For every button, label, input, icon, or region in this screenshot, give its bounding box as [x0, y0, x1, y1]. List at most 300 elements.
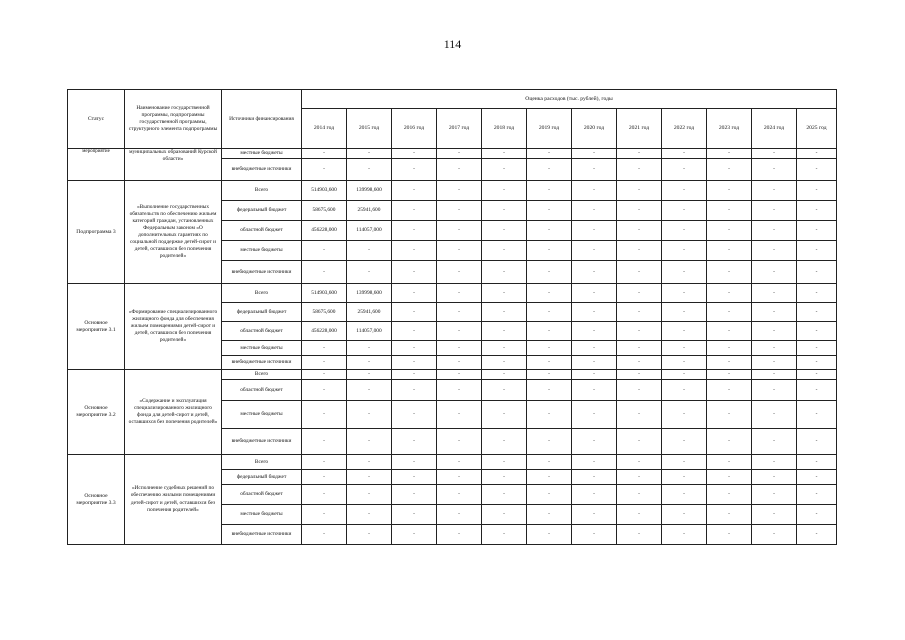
- value-cell: -: [437, 485, 482, 505]
- funding-source-cell: федеральный бюджет: [222, 303, 302, 322]
- value-cell: -: [752, 159, 797, 181]
- value-cell: -: [572, 159, 617, 181]
- value-cell: -: [392, 159, 437, 181]
- value-cell: -: [527, 201, 572, 221]
- value-cell: -: [302, 455, 347, 470]
- value-cell: -: [347, 485, 392, 505]
- value-cell: -: [752, 505, 797, 525]
- value-cell: -: [302, 149, 347, 159]
- value-cell: -: [482, 221, 527, 241]
- value-cell: -: [347, 159, 392, 181]
- value-cell: -: [662, 241, 707, 261]
- value-cell: -: [347, 401, 392, 429]
- funding-source-cell: внебюджетные источники: [222, 429, 302, 455]
- value-cell: -: [482, 303, 527, 322]
- value-cell: -: [617, 303, 662, 322]
- funding-source-cell: Всего: [222, 455, 302, 470]
- value-cell: -: [392, 380, 437, 401]
- value-cell: -: [392, 401, 437, 429]
- value-cell: -: [527, 261, 572, 284]
- value-cell: -: [617, 401, 662, 429]
- value-cell: -: [752, 261, 797, 284]
- header-year: 2024 год: [752, 109, 797, 149]
- value-cell: -: [347, 505, 392, 525]
- value-cell: -: [617, 505, 662, 525]
- value-cell: -: [572, 261, 617, 284]
- value-cell: -: [527, 322, 572, 341]
- value-cell: -: [302, 401, 347, 429]
- funding-source-cell: Всего: [222, 370, 302, 380]
- value-cell: -: [572, 303, 617, 322]
- value-cell: -: [707, 303, 752, 322]
- value-cell: 114057,000: [347, 221, 392, 241]
- table-body: [68, 149, 837, 545]
- value-cell: -: [707, 159, 752, 181]
- value-cell: 25941,600: [347, 303, 392, 322]
- value-cell: -: [302, 341, 347, 356]
- value-cell: 114057,000: [347, 322, 392, 341]
- value-cell: -: [482, 525, 527, 545]
- value-cell: -: [347, 149, 392, 159]
- page-number: 114: [443, 37, 462, 51]
- value-cell: -: [617, 356, 662, 370]
- value-cell: -: [617, 241, 662, 261]
- value-cell: -: [572, 221, 617, 241]
- funding-source-cell: местные бюджеты: [222, 401, 302, 429]
- value-cell: -: [617, 380, 662, 401]
- header-year: 2020 год: [572, 109, 617, 149]
- value-cell: -: [617, 322, 662, 341]
- value-cell: -: [437, 401, 482, 429]
- value-cell: -: [302, 370, 347, 380]
- value-cell: -: [752, 322, 797, 341]
- value-cell: -: [617, 485, 662, 505]
- value-cell: -: [797, 380, 837, 401]
- header-year: 2018 год: [482, 109, 527, 149]
- value-cell: -: [437, 505, 482, 525]
- value-cell: -: [572, 505, 617, 525]
- value-cell: -: [572, 470, 617, 485]
- value-cell: 139998,600: [347, 284, 392, 303]
- funding-source-cell: внебюджетные источники: [222, 356, 302, 370]
- value-cell: -: [707, 261, 752, 284]
- value-cell: -: [347, 455, 392, 470]
- value-cell: 58675,600: [302, 303, 347, 322]
- value-cell: -: [527, 303, 572, 322]
- value-cell: -: [662, 485, 707, 505]
- funding-source-cell: внебюджетные источники: [222, 261, 302, 284]
- value-cell: -: [527, 181, 572, 201]
- value-cell: -: [707, 380, 752, 401]
- value-cell: -: [437, 159, 482, 181]
- value-cell: -: [572, 455, 617, 470]
- value-cell: -: [527, 341, 572, 356]
- value-cell: -: [482, 470, 527, 485]
- value-cell: -: [662, 429, 707, 455]
- value-cell: -: [797, 284, 837, 303]
- value-cell: -: [617, 261, 662, 284]
- value-cell: -: [662, 370, 707, 380]
- value-cell: -: [707, 341, 752, 356]
- value-cell: -: [302, 525, 347, 545]
- value-cell: -: [347, 241, 392, 261]
- funding-source-cell: внебюджетные источники: [222, 525, 302, 545]
- value-cell: -: [572, 485, 617, 505]
- value-cell: -: [707, 370, 752, 380]
- header-name: Наименование государственной программы, подпрограммы государственной программы, структурного элемента подпрограммы: [125, 90, 222, 149]
- value-cell: -: [482, 429, 527, 455]
- value-cell: -: [797, 429, 837, 455]
- table-row: [68, 370, 837, 380]
- status-cell: мероприятие: [68, 149, 125, 181]
- value-cell: -: [797, 455, 837, 470]
- value-cell: -: [662, 455, 707, 470]
- value-cell: -: [437, 370, 482, 380]
- value-cell: -: [707, 429, 752, 455]
- funding-source-cell: местные бюджеты: [222, 505, 302, 525]
- value-cell: -: [797, 370, 837, 380]
- value-cell: -: [392, 356, 437, 370]
- table-header: [68, 90, 837, 149]
- value-cell: -: [392, 455, 437, 470]
- value-cell: -: [302, 241, 347, 261]
- table-row: [68, 181, 837, 201]
- value-cell: -: [572, 284, 617, 303]
- value-cell: -: [752, 401, 797, 429]
- value-cell: -: [572, 241, 617, 261]
- value-cell: -: [617, 149, 662, 159]
- table-row: [68, 284, 837, 303]
- value-cell: -: [707, 181, 752, 201]
- value-cell: -: [752, 429, 797, 455]
- value-cell: -: [662, 221, 707, 241]
- funding-source-cell: Всего: [222, 181, 302, 201]
- value-cell: -: [707, 221, 752, 241]
- value-cell: -: [347, 380, 392, 401]
- value-cell: -: [662, 149, 707, 159]
- value-cell: -: [572, 370, 617, 380]
- value-cell: -: [752, 303, 797, 322]
- header-year: 2023 год: [707, 109, 752, 149]
- value-cell: -: [797, 322, 837, 341]
- value-cell: -: [527, 221, 572, 241]
- value-cell: -: [437, 241, 482, 261]
- value-cell: -: [527, 380, 572, 401]
- table-row: [68, 455, 837, 470]
- value-cell: -: [617, 370, 662, 380]
- value-cell: -: [752, 149, 797, 159]
- funding-source-cell: областной бюджет: [222, 221, 302, 241]
- value-cell: -: [482, 159, 527, 181]
- value-cell: -: [797, 505, 837, 525]
- value-cell: 514903,600: [302, 284, 347, 303]
- header-year: 2021 год: [617, 109, 662, 149]
- value-cell: -: [572, 380, 617, 401]
- value-cell: -: [482, 401, 527, 429]
- table-row: [68, 149, 837, 159]
- value-cell: -: [752, 525, 797, 545]
- value-cell: -: [662, 505, 707, 525]
- value-cell: -: [707, 470, 752, 485]
- value-cell: -: [437, 221, 482, 241]
- value-cell: -: [527, 429, 572, 455]
- value-cell: -: [617, 455, 662, 470]
- value-cell: -: [707, 356, 752, 370]
- value-cell: -: [437, 341, 482, 356]
- value-cell: -: [797, 485, 837, 505]
- value-cell: -: [482, 485, 527, 505]
- program-name-cell: «Содержание и эксплуатация специализированного жилищного фонда для детей-сирот и детей, оставшихся без попечения родителей»: [125, 370, 222, 455]
- value-cell: -: [392, 149, 437, 159]
- value-cell: -: [482, 322, 527, 341]
- value-cell: -: [752, 201, 797, 221]
- value-cell: -: [617, 201, 662, 221]
- value-cell: -: [707, 525, 752, 545]
- value-cell: -: [302, 261, 347, 284]
- value-cell: -: [572, 181, 617, 201]
- value-cell: -: [302, 356, 347, 370]
- value-cell: -: [437, 181, 482, 201]
- value-cell: -: [617, 525, 662, 545]
- header-year: 2016 год: [392, 109, 437, 149]
- value-cell: 58675,600: [302, 201, 347, 221]
- value-cell: -: [392, 201, 437, 221]
- value-cell: -: [392, 221, 437, 241]
- value-cell: -: [797, 221, 837, 241]
- value-cell: -: [617, 470, 662, 485]
- value-cell: 456228,000: [302, 322, 347, 341]
- value-cell: -: [707, 149, 752, 159]
- value-cell: -: [752, 455, 797, 470]
- value-cell: -: [527, 241, 572, 261]
- value-cell: -: [662, 341, 707, 356]
- value-cell: -: [392, 429, 437, 455]
- value-cell: -: [662, 303, 707, 322]
- value-cell: -: [437, 284, 482, 303]
- value-cell: -: [797, 241, 837, 261]
- value-cell: 139998,600: [347, 181, 392, 201]
- header-status: Статус: [68, 90, 125, 149]
- header-year: 2022 год: [662, 109, 707, 149]
- program-name-cell: муниципальных образований Курской области»: [125, 149, 222, 181]
- value-cell: -: [707, 284, 752, 303]
- value-cell: -: [302, 485, 347, 505]
- funding-source-cell: федеральный бюджет: [222, 470, 302, 485]
- value-cell: -: [392, 341, 437, 356]
- header-source: Источники финансирования: [222, 90, 302, 149]
- value-cell: 456228,000: [302, 221, 347, 241]
- value-cell: -: [347, 470, 392, 485]
- value-cell: -: [527, 356, 572, 370]
- value-cell: -: [797, 470, 837, 485]
- header-year: 2019 год: [527, 109, 572, 149]
- value-cell: -: [302, 470, 347, 485]
- program-name-cell: «Выполнение государственных обязательств по обеспечению жильем категорий граждан, установленных Федеральным законом «О дополнительных гарантиях по социальной поддержке детей-сирот и детей, оставшихся без попечения родителей»: [125, 181, 222, 284]
- value-cell: -: [392, 525, 437, 545]
- status-cell: Основное мероприятие 3.1: [68, 284, 125, 370]
- value-cell: -: [797, 159, 837, 181]
- value-cell: -: [437, 525, 482, 545]
- value-cell: -: [527, 401, 572, 429]
- value-cell: -: [527, 525, 572, 545]
- value-cell: -: [437, 322, 482, 341]
- value-cell: -: [617, 159, 662, 181]
- value-cell: 25941,600: [347, 201, 392, 221]
- value-cell: -: [572, 322, 617, 341]
- value-cell: -: [662, 322, 707, 341]
- value-cell: -: [437, 429, 482, 455]
- value-cell: -: [437, 261, 482, 284]
- value-cell: -: [752, 284, 797, 303]
- value-cell: -: [347, 261, 392, 284]
- value-cell: -: [707, 322, 752, 341]
- value-cell: -: [482, 284, 527, 303]
- value-cell: -: [797, 356, 837, 370]
- value-cell: -: [572, 201, 617, 221]
- funding-source-cell: областной бюджет: [222, 380, 302, 401]
- budget-table: [67, 89, 837, 545]
- value-cell: -: [617, 284, 662, 303]
- value-cell: -: [662, 261, 707, 284]
- value-cell: -: [347, 341, 392, 356]
- value-cell: -: [482, 341, 527, 356]
- value-cell: -: [527, 485, 572, 505]
- funding-source-cell: внебюджетные источники: [222, 159, 302, 181]
- value-cell: -: [302, 159, 347, 181]
- value-cell: -: [707, 401, 752, 429]
- value-cell: -: [662, 401, 707, 429]
- value-cell: -: [572, 149, 617, 159]
- value-cell: -: [572, 429, 617, 455]
- funding-source-cell: областной бюджет: [222, 485, 302, 505]
- header-year: 2017 год: [437, 109, 482, 149]
- value-cell: -: [797, 525, 837, 545]
- value-cell: -: [392, 303, 437, 322]
- value-cell: -: [527, 159, 572, 181]
- value-cell: -: [707, 485, 752, 505]
- value-cell: -: [752, 485, 797, 505]
- value-cell: -: [302, 429, 347, 455]
- value-cell: -: [797, 181, 837, 201]
- value-cell: -: [527, 470, 572, 485]
- value-cell: -: [752, 181, 797, 201]
- value-cell: -: [482, 241, 527, 261]
- value-cell: -: [347, 429, 392, 455]
- funding-source-cell: местные бюджеты: [222, 341, 302, 356]
- value-cell: -: [662, 470, 707, 485]
- value-cell: -: [572, 401, 617, 429]
- value-cell: -: [797, 303, 837, 322]
- value-cell: -: [437, 201, 482, 221]
- funding-source-cell: федеральный бюджет: [222, 201, 302, 221]
- value-cell: -: [662, 181, 707, 201]
- value-cell: -: [392, 470, 437, 485]
- header-year: 2025 год: [797, 109, 837, 149]
- value-cell: -: [482, 201, 527, 221]
- value-cell: -: [347, 525, 392, 545]
- value-cell: -: [527, 455, 572, 470]
- value-cell: -: [437, 380, 482, 401]
- value-cell: -: [482, 356, 527, 370]
- value-cell: -: [482, 261, 527, 284]
- value-cell: -: [302, 505, 347, 525]
- value-cell: -: [482, 370, 527, 380]
- value-cell: -: [662, 380, 707, 401]
- value-cell: -: [707, 455, 752, 470]
- program-name-cell: «Формирование специализированного жилищного фонда для обеспечения жильем помещениями детей-сирот и детей, оставшихся без попечения родителей»: [125, 284, 222, 370]
- value-cell: -: [797, 341, 837, 356]
- value-cell: -: [617, 429, 662, 455]
- value-cell: -: [662, 159, 707, 181]
- status-cell: Основное мероприятие 3.3: [68, 455, 125, 545]
- value-cell: -: [392, 284, 437, 303]
- status-cell: Основное мероприятие 3.2: [68, 370, 125, 455]
- value-cell: -: [527, 149, 572, 159]
- value-cell: -: [752, 221, 797, 241]
- value-cell: -: [707, 201, 752, 221]
- value-cell: -: [797, 401, 837, 429]
- value-cell: -: [527, 370, 572, 380]
- value-cell: -: [707, 505, 752, 525]
- value-cell: -: [752, 380, 797, 401]
- value-cell: -: [482, 181, 527, 201]
- value-cell: -: [572, 341, 617, 356]
- value-cell: -: [347, 370, 392, 380]
- value-cell: -: [302, 380, 347, 401]
- value-cell: -: [482, 505, 527, 525]
- value-cell: -: [392, 370, 437, 380]
- funding-source-cell: местные бюджеты: [222, 241, 302, 261]
- value-cell: -: [797, 261, 837, 284]
- status-cell: Подпрограмма 3: [68, 181, 125, 284]
- value-cell: -: [617, 181, 662, 201]
- value-cell: -: [752, 356, 797, 370]
- value-cell: -: [752, 241, 797, 261]
- value-cell: -: [482, 455, 527, 470]
- value-cell: -: [437, 356, 482, 370]
- value-cell: -: [437, 149, 482, 159]
- header-estimate: Оценка расходов (тыс. рублей), годы: [302, 90, 837, 109]
- value-cell: -: [392, 505, 437, 525]
- header-year: 2014 год: [302, 109, 347, 149]
- value-cell: -: [527, 284, 572, 303]
- value-cell: -: [617, 341, 662, 356]
- value-cell: -: [482, 149, 527, 159]
- value-cell: -: [797, 149, 837, 159]
- value-cell: -: [707, 241, 752, 261]
- value-cell: -: [437, 455, 482, 470]
- value-cell: -: [617, 221, 662, 241]
- value-cell: -: [482, 380, 527, 401]
- value-cell: -: [752, 370, 797, 380]
- value-cell: -: [662, 284, 707, 303]
- value-cell: 514903,600: [302, 181, 347, 201]
- value-cell: -: [752, 470, 797, 485]
- value-cell: -: [392, 241, 437, 261]
- value-cell: -: [392, 322, 437, 341]
- value-cell: -: [347, 356, 392, 370]
- value-cell: -: [662, 525, 707, 545]
- value-cell: -: [662, 356, 707, 370]
- value-cell: -: [797, 201, 837, 221]
- value-cell: -: [572, 356, 617, 370]
- value-cell: -: [437, 470, 482, 485]
- program-name-cell: «Исполнение судебных решений по обеспечению жилыми помещениями детей-сирот и детей, оставшихся без попечения родителей»: [125, 455, 222, 545]
- value-cell: -: [527, 505, 572, 525]
- value-cell: -: [392, 485, 437, 505]
- value-cell: -: [752, 341, 797, 356]
- header-year: 2015 год: [347, 109, 392, 149]
